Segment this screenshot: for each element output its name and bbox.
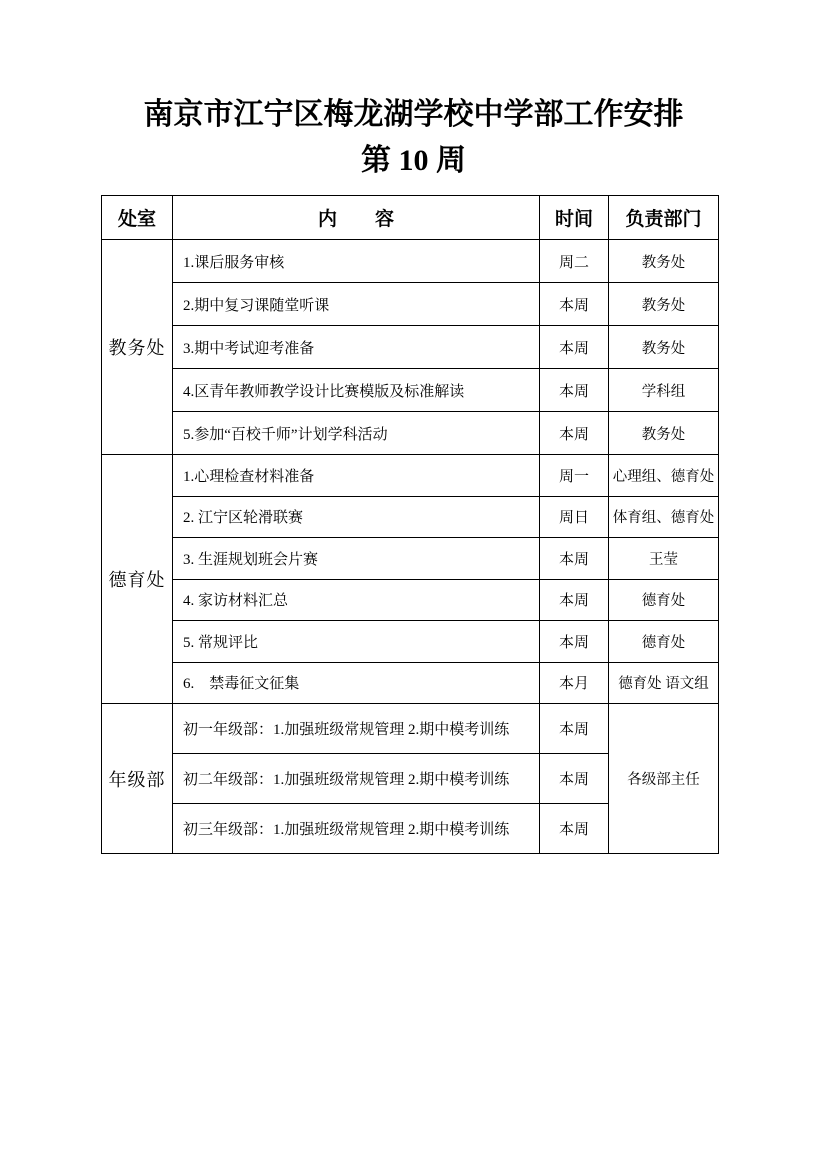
table-row — [102, 283, 719, 326]
table-row — [102, 496, 719, 538]
content-cell: 5.参加“百校千师”计划学科活动 — [173, 412, 540, 455]
table-header-row — [102, 196, 719, 240]
department-cell: 教务处 — [609, 412, 719, 455]
content-cell: 6. 禁毒征文征集 — [173, 662, 540, 704]
department-cell: 教务处 — [609, 326, 719, 369]
content-cell: 初二年级部：1.加强班级常规管理 2.期中模考训练 — [173, 754, 540, 804]
time-cell: 本周 — [540, 754, 609, 804]
department-cell: 心理组、德育处 — [609, 455, 719, 497]
department-cell: 德育处 — [609, 621, 719, 663]
header-office: 处室 — [102, 196, 173, 240]
time-cell: 本周 — [540, 412, 609, 455]
header-time: 时间 — [540, 196, 609, 240]
table-row — [102, 412, 719, 455]
table-row — [102, 579, 719, 621]
content-cell: 2.期中复习课随堂听课 — [173, 283, 540, 326]
content-cell: 4.区青年教师教学设计比赛模版及标准解读 — [173, 369, 540, 412]
content-cell: 1.课后服务审核 — [173, 240, 540, 283]
time-cell: 本周 — [540, 538, 609, 580]
office-cell-section-2: 德育处 — [102, 455, 173, 704]
content-cell: 4. 家访材料汇总 — [173, 579, 540, 621]
table-row — [102, 538, 719, 580]
page-title: 南京市江宁区梅龙湖学校中学部工作安排 — [143, 98, 684, 131]
department-cell: 体育组、德育处 — [609, 496, 719, 538]
time-cell: 本周 — [540, 369, 609, 412]
table-row — [102, 326, 719, 369]
work-schedule-table — [101, 195, 719, 854]
table-row — [102, 704, 719, 754]
department-cell: 学科组 — [609, 369, 719, 412]
time-cell: 周一 — [540, 455, 609, 497]
content-cell: 初一年级部：1.加强班级常规管理 2.期中模考训练 — [173, 704, 540, 754]
table-row — [102, 240, 719, 283]
time-cell: 本周 — [540, 704, 609, 754]
time-cell: 本周 — [540, 326, 609, 369]
time-cell: 本周 — [540, 804, 609, 854]
page-subtitle: 第 10 周 — [361, 144, 466, 177]
department-cell-merged: 各级部主任 — [609, 704, 719, 854]
time-cell: 本周 — [540, 579, 609, 621]
table-row — [102, 621, 719, 663]
header-content: 内 容 — [173, 196, 540, 240]
office-cell-section-3: 年级部 — [102, 704, 173, 854]
department-cell: 德育处 语文组 — [609, 662, 719, 704]
time-cell: 周二 — [540, 240, 609, 283]
content-cell: 5. 常规评比 — [173, 621, 540, 663]
content-cell: 3.期中考试迎考准备 — [173, 326, 540, 369]
content-cell: 2. 江宁区轮滑联赛 — [173, 496, 540, 538]
header-department: 负责部门 — [609, 196, 719, 240]
content-cell: 3. 生涯规划班会片赛 — [173, 538, 540, 580]
department-cell: 王莹 — [609, 538, 719, 580]
department-cell: 教务处 — [609, 240, 719, 283]
department-cell: 教务处 — [609, 283, 719, 326]
time-cell: 本周 — [540, 621, 609, 663]
content-cell: 初三年级部：1.加强班级常规管理 2.期中模考训练 — [173, 804, 540, 854]
time-cell: 周日 — [540, 496, 609, 538]
department-cell: 德育处 — [609, 579, 719, 621]
table-row — [102, 662, 719, 704]
time-cell: 本月 — [540, 662, 609, 704]
time-cell: 本周 — [540, 283, 609, 326]
table-row — [102, 455, 719, 497]
office-cell-section-1: 教务处 — [102, 240, 173, 455]
content-cell: 1.心理检查材料准备 — [173, 455, 540, 497]
table-row — [102, 369, 719, 412]
